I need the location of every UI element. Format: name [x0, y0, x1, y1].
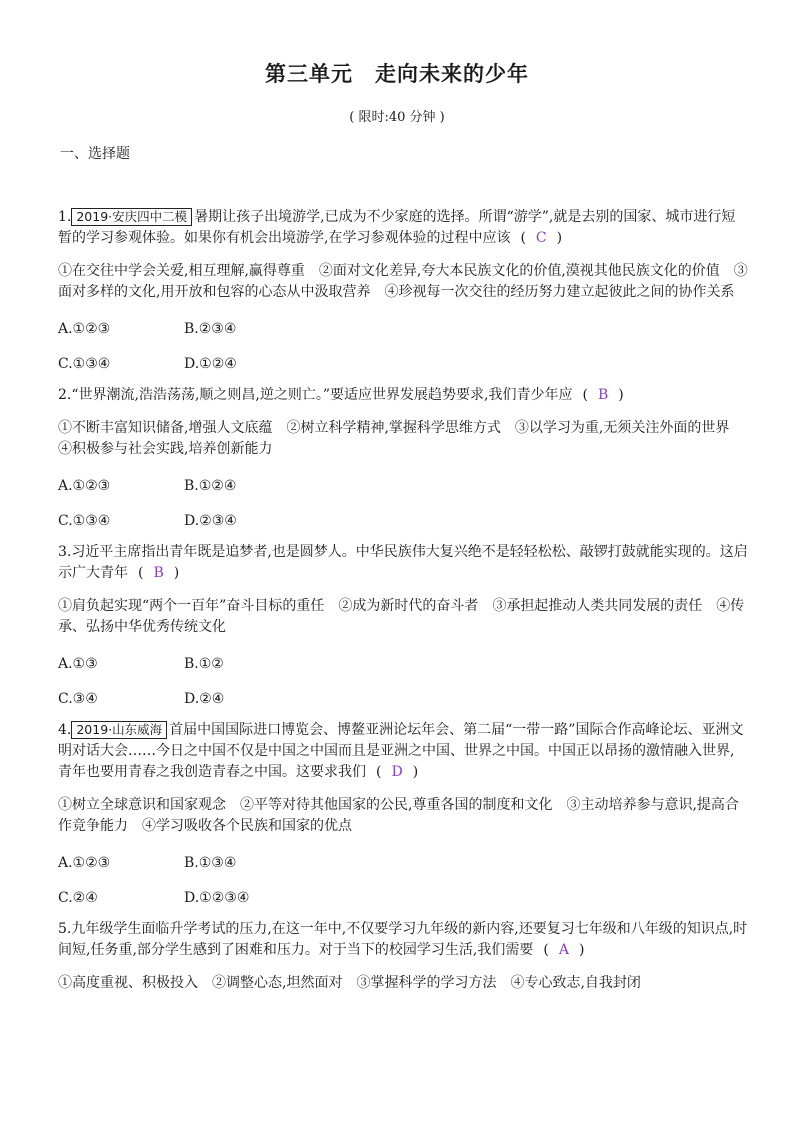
question-list — [58, 207, 748, 1004]
options-row — [58, 511, 748, 532]
page-title — [0, 58, 794, 88]
options-row — [58, 319, 748, 340]
option-c: C.③④ — [58, 691, 98, 707]
answer-paren: ( D ) — [376, 764, 419, 780]
answer: D — [391, 764, 403, 780]
source-tag: 2019·安庆四中二模 — [71, 208, 192, 226]
statements: ①肩负起实现“两个一百年”奋斗目标的重任 ②成为新时代的奋斗者 ③承担起推动人类共同发展的责任 ④传承、弘扬中华优秀传统文化 — [58, 598, 745, 635]
statements: ①不断丰富知识储备,增强人文底蕴 ②树立科学精神,掌握科学思维方式 ③以学习为重,无须关注外面的世界 ④积极参与社会实践,培养创新能力 — [58, 420, 744, 457]
options-row — [58, 654, 748, 675]
question-stem: 4. 2019·山东威海 首届中国国际进口博览会、博鳌亚洲论坛年会、第二届“一带一路”国际合作高峰论坛、亚洲文明对话大会……今日之中国不仅是中国之中国而且是亚洲之中国、世界之中国。中国正以昂扬的激情融入世界,青年也要用青春之我创造青春之中国。这要求我们 ( D ) — [58, 720, 748, 783]
answer-paren: ( B ) — [582, 387, 624, 403]
option-b: B.②③④ — [184, 321, 237, 337]
source-tag: 2019·山东威海 — [71, 721, 167, 739]
option-c: C.②④ — [58, 890, 98, 906]
option-a: A.①③ — [58, 656, 98, 672]
unit-label: 第三单元 — [265, 62, 353, 86]
answer: B — [597, 387, 609, 403]
options-row — [58, 853, 748, 874]
option-b: B.①②④ — [184, 478, 237, 494]
options-row — [58, 689, 748, 710]
question-4 — [58, 720, 748, 909]
question-2 — [58, 385, 748, 532]
statements: ①高度重视、积极投入 ②调整心态,坦然面对 ③掌握科学的学习方法 ④专心致志,自我封闭 — [58, 975, 641, 991]
options-row — [58, 476, 748, 497]
option-c: C.①③④ — [58, 513, 111, 529]
answer-paren: ( B ) — [138, 565, 180, 581]
option-d: D.①②③④ — [184, 890, 250, 906]
time-limit: ( 限时:40 分钟 ) — [349, 110, 445, 125]
option-b: B.①③④ — [184, 855, 237, 871]
question-3 — [58, 542, 748, 710]
options-row — [58, 888, 748, 909]
option-d: D.①②④ — [184, 356, 237, 372]
answer: C — [535, 230, 547, 246]
unit-name: 走向未来的少年 — [375, 62, 529, 86]
statements: ①在交往中学会关爱,相互理解,赢得尊重 ②面对文化差异,夸大本民族文化的价值,漠视其他民族文化的价值 ③面对多样的文化,用开放和包容的心态从中汲取营养 ④珍视每一次交往的经历努力建立起彼此之间的协作关系 — [58, 263, 748, 300]
question-1 — [58, 207, 748, 375]
option-d: D.②④ — [184, 691, 225, 707]
answer-paren: ( A ) — [543, 942, 585, 958]
question-5 — [58, 919, 748, 994]
section-heading: 一、选择题 — [60, 146, 130, 162]
options-row — [58, 354, 748, 375]
option-a: A.①②③ — [58, 855, 111, 871]
option-a: A.①②③ — [58, 478, 111, 494]
question-stem: 5.九年级学生面临升学考试的压力,在这一年中,不仅要学习九年级的新内容,还要复习七年级和八年级的知识点,时间短,任务重,部分学生感到了困难和压力。对于当下的校园学习生活,我们需要 ( A ) — [58, 919, 748, 961]
option-b: B.①② — [184, 656, 224, 672]
answer: B — [153, 565, 164, 581]
answer: A — [558, 942, 569, 958]
option-d: D.②③④ — [184, 513, 237, 529]
question-stem: 3.习近平主席指出青年既是追梦者,也是圆梦人。中华民族伟大复兴绝不是轻轻松松、敲锣打鼓就能实现的。这启示广大青年 ( B ) — [58, 542, 748, 584]
statements: ①树立全球意识和国家观念 ②平等对待其他国家的公民,尊重各国的制度和文化 ③主动培养参与意识,提高合作竞争能力 ④学习吸收各个民族和国家的优点 — [58, 797, 739, 834]
option-a: A.①②③ — [58, 321, 111, 337]
option-c: C.①③④ — [58, 356, 111, 372]
question-stem: 1. 2019·安庆四中二模 暑期让孩子出境游学,已成为不少家庭的选择。所谓“游学”,就是去别的国家、城市进行短暂的学习参观体验。如果你有机会出境游学,在学习参观体验的过程中应该 ( C ) — [58, 207, 748, 249]
answer-paren: ( C ) — [520, 230, 563, 246]
question-stem: 2.“世界潮流,浩浩荡荡,顺之则昌,逆之则亡。”要适应世界发展趋势要求,我们青少年应 ( B ) — [58, 385, 748, 406]
